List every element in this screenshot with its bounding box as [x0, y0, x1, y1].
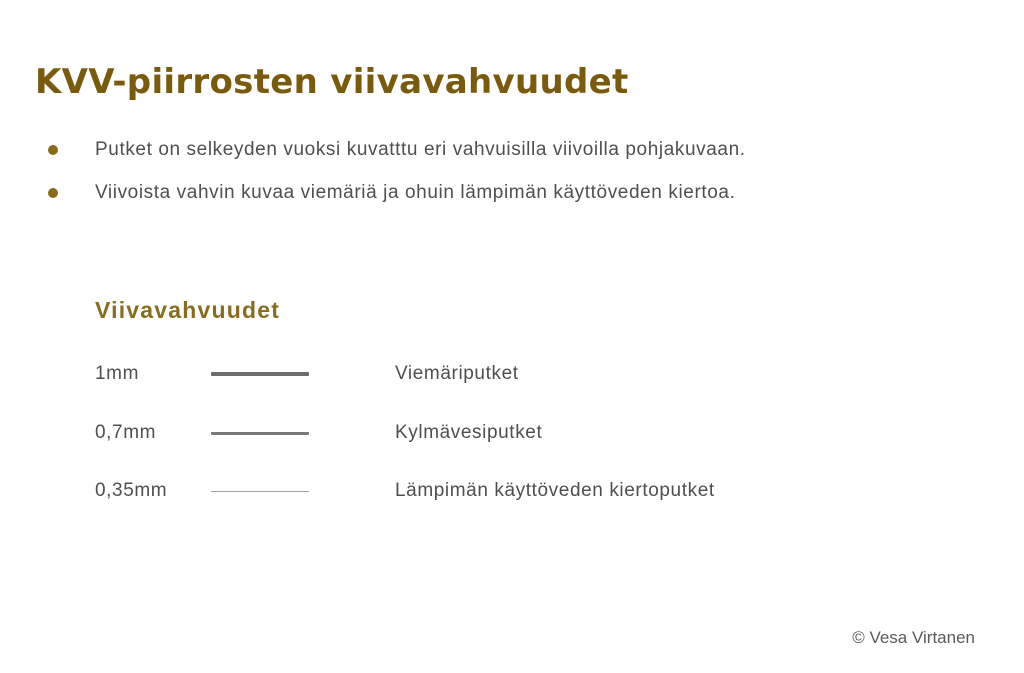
bullet-item: [48, 139, 746, 161]
line-sample-cell: [211, 432, 395, 435]
line-sample-cell: [211, 372, 395, 376]
line-sample-0-7mm: [211, 432, 309, 435]
bullet-item: [48, 182, 735, 204]
section-heading: Viivavahvuudet: [95, 297, 281, 323]
slide-title: KVV-piirrosten viivavahvuudet: [35, 62, 629, 102]
line-weight-row: [95, 479, 715, 503]
bullet-text: Viivoista vahvin kuvaa viemäriä ja ohuin lämpimän käyttöveden kiertoa.: [95, 182, 736, 203]
bullet-icon: [48, 188, 58, 198]
line-weight-row: [95, 421, 542, 445]
line-sample-1mm: [211, 372, 309, 376]
copyright-credit: © Vesa Virtanen: [852, 628, 975, 647]
bullet-text: Putket on selkeyden vuoksi kuvatttu eri vahvuisilla viivoilla pohjakuvaan.: [95, 139, 746, 160]
line-weight-value: 0,7mm: [95, 422, 157, 443]
line-weight-label: Kylmävesiputket: [395, 422, 543, 443]
line-weight-label: Viemäriputket: [395, 363, 519, 384]
line-weight-value: 0,35mm: [95, 480, 168, 501]
line-sample-cell: [211, 491, 395, 492]
line-weight-label: Lämpimän käyttöveden kiertoputket: [395, 480, 715, 501]
line-weight-row: [95, 362, 519, 386]
bullet-icon: [48, 145, 58, 155]
line-weight-value: 1mm: [95, 363, 140, 384]
line-sample-0-35mm: [211, 491, 309, 492]
